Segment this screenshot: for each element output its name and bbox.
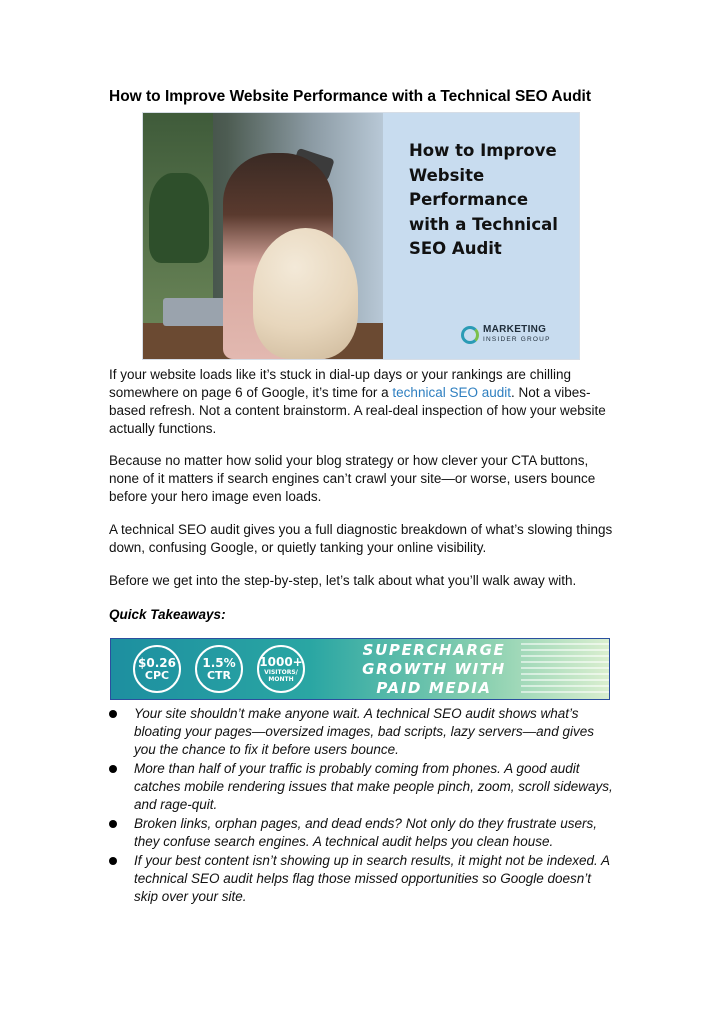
list-item [109, 760, 614, 814]
plant-illustration [149, 173, 209, 263]
paid-media-banner[interactable] [110, 638, 610, 700]
list-item-text: If your best content isn’t showing up in search results, it might not be indexed. A technical SEO audit helps flag those missed opportunities so Google doesn’t skip over your site. [134, 853, 610, 904]
bullet-icon [109, 710, 117, 718]
takeaways-heading: Quick Takeaways: [109, 607, 226, 622]
hero-headline-line: with a Technical [409, 214, 558, 234]
list-item [109, 852, 614, 906]
takeaways-list [109, 705, 614, 907]
banner-headline: SUPERCHARGE GROWTH WITH PAID MEDIA [362, 641, 506, 697]
intro-paragraph-1 [109, 366, 614, 438]
technical-seo-audit-link[interactable]: technical SEO audit [392, 385, 511, 400]
page-title: How to Improve Website Performance with a Technical SEO Audit [109, 88, 592, 105]
stat-value: 1000+ [259, 654, 303, 669]
hero-headline-line: SEO Audit [409, 239, 502, 258]
brand-logo [461, 325, 551, 345]
intro-text: . Not a vibes-based refresh. Not a content brainstorm. A real-deal inspection of how your website actually functions. [109, 385, 606, 436]
hero-headline-line: Website [409, 165, 485, 185]
list-item [109, 705, 614, 759]
hero-headline-line: Performance [409, 190, 529, 209]
dog-illustration [253, 228, 358, 359]
intro-paragraph-4: Before we get into the step-by-step, let’s talk about what you’ll walk away with. [109, 573, 577, 588]
stat-label: CPC [144, 668, 170, 682]
stat-ctr [195, 645, 243, 693]
banner-stripes-decoration [521, 639, 610, 700]
bullet-icon [109, 765, 117, 773]
hero-image [142, 112, 580, 360]
stat-cpc [133, 645, 181, 693]
hero-headline-line: How to Improve [409, 141, 557, 160]
marketing-insider-group-logo-icon [461, 326, 479, 344]
hero-headline [409, 139, 569, 262]
logo-subtitle: INSIDER GROUP [483, 336, 551, 343]
intro-paragraph-2: Because no matter how solid your blog strategy or how clever your CTA buttons, none of it matters if search engines can’t crawl your site—or worse, users bounce before your hero image even loads. [109, 453, 596, 504]
list-item-text: Broken links, orphan pages, and dead ends? Not only do they frustrate users, they confuse search engines. A technical audit helps you clean house. [134, 816, 598, 849]
list-item-text: More than half of your traffic is probably coming from phones. A good audit catches mobile rendering issues that make people pinch, zoom, scroll sideways, and rage-quit. [134, 761, 613, 812]
stat-label: CTR [206, 668, 232, 682]
stat-label: VISITORS/ MONTH [264, 668, 298, 683]
list-item [109, 815, 614, 851]
stat-visitors [257, 645, 305, 693]
intro-text: If your website loads like it’s stuck in dial-up days or your rankings are chilling somewhere on page 6 of Google, it’s time for a [109, 367, 571, 400]
list-item-text: Your site shouldn’t make anyone wait. A technical SEO audit shows what’s bloating your pages—oversized images, bad scripts, lazy servers—and gives you the chance to fix it before users bounce. [134, 706, 594, 757]
stat-value: $0.26 [138, 655, 176, 670]
stat-value: 1.5% [202, 655, 236, 670]
bullet-icon [109, 820, 117, 828]
hero-photo [143, 113, 383, 359]
intro-paragraph-3: A technical SEO audit gives you a full diagnostic breakdown of what’s slowing things down, confusing Google, or quietly tanking your online visibility. [109, 522, 613, 555]
bullet-icon [109, 857, 117, 865]
logo-name: MARKETING [483, 324, 547, 335]
